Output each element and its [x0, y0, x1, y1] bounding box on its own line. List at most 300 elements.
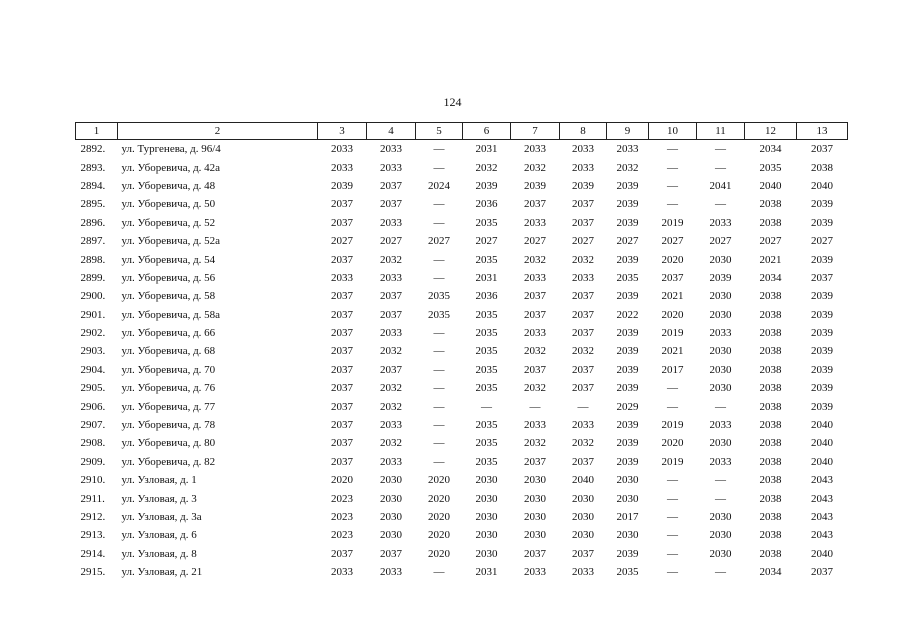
- year-cell: 2040: [811, 419, 833, 432]
- year-cell: —: [433, 400, 445, 413]
- year-cell: 2039: [811, 198, 833, 211]
- year-cell: 2037: [524, 198, 546, 211]
- year-cell: 2038: [811, 161, 833, 174]
- year-cell: 2037: [331, 363, 353, 376]
- address-cell: ул. Узловая, д. 21: [121, 566, 203, 579]
- year-cell: 2019: [661, 419, 684, 432]
- year-cell: 2030: [475, 492, 498, 505]
- year-cell: 2039: [616, 253, 639, 266]
- year-cell: 2031: [475, 566, 498, 579]
- address-cell: ул. Уборевича, д. 52а: [121, 235, 221, 248]
- year-cell: 2030: [524, 474, 546, 487]
- year-cell: 2021: [759, 253, 782, 266]
- year-cell: —: [715, 143, 726, 156]
- year-cell: 2032: [524, 437, 546, 450]
- year-cell: 2039: [811, 308, 833, 321]
- year-cell: 2033: [572, 271, 594, 284]
- year-cell: 2037: [331, 400, 353, 413]
- column-header-3: 3: [318, 123, 367, 140]
- year-cell: 2022: [616, 308, 639, 321]
- year-cell: 2031: [475, 143, 498, 156]
- year-cell: —: [433, 455, 445, 468]
- year-cell: 2040: [811, 547, 833, 560]
- table-row: [76, 140, 848, 159]
- year-cell: —: [433, 216, 445, 229]
- row-number: 2911.: [80, 492, 105, 505]
- year-cell: 2033: [380, 216, 402, 229]
- year-cell: —: [577, 400, 589, 413]
- year-cell: 2037: [572, 547, 594, 560]
- year-cell: —: [433, 566, 445, 579]
- year-cell: 2032: [524, 345, 546, 358]
- row-number: 2907.: [80, 419, 106, 432]
- year-cell: 2037: [331, 290, 353, 303]
- year-cell: 2021: [661, 345, 684, 358]
- year-cell: 2037: [572, 290, 594, 303]
- row-number: 2893.: [80, 161, 106, 174]
- year-cell: 2037: [811, 271, 833, 284]
- year-cell: 2030: [709, 382, 732, 395]
- year-cell: —: [715, 400, 726, 413]
- year-cell: —: [715, 161, 726, 174]
- year-cell: 2027: [616, 235, 639, 248]
- year-cell: 2030: [709, 290, 732, 303]
- year-cell: 2033: [524, 327, 546, 340]
- year-cell: 2037: [572, 198, 594, 211]
- year-cell: 2027: [380, 235, 402, 248]
- year-cell: 2039: [811, 382, 833, 395]
- year-cell: —: [433, 419, 445, 432]
- address-cell: ул. Узловая, д. 3а: [121, 511, 202, 523]
- year-cell: 2030: [524, 492, 546, 505]
- year-cell: 2032: [572, 253, 594, 266]
- year-cell: 2033: [331, 143, 353, 156]
- table-row: [76, 526, 848, 544]
- year-cell: —: [433, 382, 445, 395]
- year-cell: 2035: [475, 253, 498, 266]
- row-number: 2906.: [80, 400, 106, 413]
- year-cell: 2032: [616, 161, 639, 174]
- year-cell: 2019: [661, 216, 684, 229]
- year-cell: 2038: [759, 216, 782, 229]
- year-cell: 2035: [475, 455, 498, 468]
- column-header-8: 8: [560, 123, 607, 140]
- year-cell: 2033: [524, 566, 546, 579]
- address-cell: ул. Уборевича, д. 54: [121, 253, 216, 266]
- year-cell: 2037: [524, 455, 546, 468]
- year-cell: —: [433, 345, 445, 358]
- year-cell: 2038: [759, 547, 782, 560]
- year-cell: 2039: [331, 179, 353, 192]
- year-cell: 2020: [428, 474, 450, 487]
- year-cell: 2037: [380, 363, 402, 376]
- year-cell: 2037: [331, 308, 353, 321]
- year-cell: 2043: [811, 511, 833, 523]
- year-cell: 2021: [661, 290, 684, 303]
- year-cell: 2030: [572, 492, 594, 505]
- year-cell: —: [667, 529, 678, 542]
- year-cell: 2030: [616, 492, 639, 505]
- year-cell: 2030: [524, 529, 546, 542]
- page-number: 124: [443, 95, 462, 109]
- year-cell: 2038: [759, 419, 782, 432]
- year-cell: 2038: [759, 455, 782, 468]
- year-cell: —: [433, 363, 445, 376]
- year-cell: 2038: [759, 327, 782, 340]
- year-cell: 2032: [524, 253, 546, 266]
- year-cell: —: [667, 566, 678, 579]
- column-header-7: 7: [511, 123, 560, 140]
- year-cell: 2030: [572, 529, 594, 542]
- year-cell: 2037: [331, 419, 353, 432]
- year-cell: 2033: [331, 566, 353, 579]
- year-cell: 2020: [428, 547, 450, 560]
- year-cell: 2037: [331, 216, 353, 229]
- year-cell: 2038: [759, 382, 782, 395]
- row-number: 2898.: [80, 253, 106, 266]
- row-number: 2908.: [80, 437, 106, 450]
- table-row: [76, 269, 848, 287]
- year-cell: 2037: [331, 382, 353, 395]
- address-cell: ул. Уборевича, д. 48: [121, 179, 216, 192]
- year-cell: 2039: [616, 382, 639, 395]
- year-cell: 2031: [475, 271, 498, 284]
- year-cell: 2030: [709, 253, 732, 266]
- address-cell: ул. Уборевича, д. 78: [121, 419, 216, 432]
- year-cell: 2020: [661, 437, 684, 450]
- year-cell: 2043: [811, 529, 833, 542]
- year-cell: 2023: [331, 492, 353, 505]
- year-cell: 2038: [759, 363, 782, 376]
- year-cell: —: [433, 198, 445, 211]
- row-number: 2912.: [80, 511, 106, 523]
- year-cell: 2032: [524, 161, 546, 174]
- year-cell: 2038: [759, 474, 782, 487]
- year-cell: 2037: [524, 290, 546, 303]
- year-cell: 2035: [475, 327, 498, 340]
- year-cell: 2033: [572, 419, 594, 432]
- table-body: [76, 140, 848, 582]
- year-cell: 2030: [380, 511, 402, 523]
- row-number: 2914.: [80, 547, 106, 560]
- year-cell: —: [433, 327, 445, 340]
- year-cell: 2020: [661, 253, 684, 266]
- column-header-1: 1: [76, 123, 118, 140]
- year-cell: 2024: [428, 179, 450, 192]
- year-cell: 2037: [380, 308, 402, 321]
- row-number: 2904.: [80, 363, 106, 376]
- year-cell: —: [667, 511, 678, 523]
- table-row: [76, 453, 848, 471]
- year-cell: 2037: [380, 198, 402, 211]
- year-cell: 2019: [661, 327, 684, 340]
- year-cell: 2039: [811, 253, 833, 266]
- year-cell: 2039: [811, 345, 833, 358]
- year-cell: 2037: [572, 308, 594, 321]
- column-header-9: 9: [607, 123, 649, 140]
- year-cell: 2039: [475, 179, 498, 192]
- address-cell: ул. Узловая, д. 8: [121, 547, 197, 560]
- year-cell: 2030: [616, 529, 639, 542]
- year-cell: 2040: [811, 455, 833, 468]
- year-cell: 2038: [759, 492, 782, 505]
- year-cell: 2037: [811, 143, 833, 156]
- row-number: 2900.: [80, 290, 106, 303]
- year-cell: —: [667, 547, 678, 560]
- year-cell: 2033: [524, 216, 546, 229]
- row-number: 2915.: [80, 566, 106, 579]
- year-cell: 2039: [616, 290, 639, 303]
- year-cell: 2039: [616, 363, 639, 376]
- year-cell: 2038: [759, 529, 782, 542]
- year-cell: 2027: [661, 235, 684, 248]
- year-cell: 2027: [811, 235, 833, 248]
- address-cell: ул. Уборевича, д. 58а: [121, 308, 221, 321]
- year-cell: 2041: [709, 179, 732, 192]
- year-cell: 2030: [475, 547, 498, 560]
- row-number: 2910.: [80, 474, 106, 487]
- year-cell: —: [481, 400, 492, 413]
- year-cell: 2040: [572, 474, 594, 487]
- address-cell: ул. Уборевича, д. 58: [121, 290, 216, 303]
- year-cell: 2030: [380, 492, 402, 505]
- year-cell: 2033: [331, 271, 353, 284]
- address-cell: ул. Уборевича, д. 66: [121, 327, 216, 340]
- year-cell: 2037: [331, 345, 353, 358]
- table-row: [76, 397, 848, 415]
- year-cell: —: [433, 271, 445, 284]
- address-cell: ул. Уборевича, д. 68: [121, 345, 216, 358]
- year-cell: 2038: [759, 400, 782, 413]
- year-cell: 2032: [380, 345, 402, 358]
- column-header-6: 6: [463, 123, 511, 140]
- year-cell: 2033: [380, 419, 402, 432]
- row-number: 2896.: [80, 216, 106, 229]
- year-cell: 2037: [572, 382, 594, 395]
- address-cell: ул. Уборевича, д. 56: [121, 271, 216, 284]
- year-cell: 2039: [709, 271, 732, 284]
- table-row: [76, 287, 848, 305]
- year-cell: 2030: [475, 529, 498, 542]
- year-cell: 2037: [380, 547, 402, 560]
- year-cell: 2037: [524, 363, 546, 376]
- year-cell: 2020: [661, 308, 684, 321]
- year-cell: —: [433, 253, 445, 266]
- year-cell: 2030: [709, 529, 732, 542]
- year-cell: 2030: [475, 474, 498, 487]
- year-cell: 2038: [759, 308, 782, 321]
- year-cell: 2039: [811, 327, 833, 340]
- year-cell: 2035: [616, 271, 639, 284]
- year-cell: 2033: [709, 455, 732, 468]
- year-cell: 2036: [475, 290, 498, 303]
- year-cell: 2035: [428, 290, 450, 303]
- year-cell: 2037: [572, 363, 594, 376]
- table-row: [76, 214, 848, 232]
- year-cell: 2030: [709, 308, 732, 321]
- year-cell: 2035: [475, 308, 498, 321]
- year-cell: 2032: [380, 253, 402, 266]
- year-cell: 2034: [759, 143, 782, 156]
- year-cell: 2040: [759, 179, 782, 192]
- row-number: 2899.: [80, 271, 106, 284]
- table-row: [76, 489, 848, 507]
- year-cell: —: [667, 179, 678, 192]
- year-cell: 2017: [616, 511, 639, 523]
- year-cell: 2032: [475, 161, 498, 174]
- year-cell: 2037: [811, 566, 833, 579]
- year-cell: 2033: [524, 419, 546, 432]
- year-cell: 2033: [524, 271, 546, 284]
- table-row: [76, 434, 848, 452]
- year-cell: 2019: [661, 455, 684, 468]
- year-cell: 2030: [616, 474, 639, 487]
- table-row: [76, 416, 848, 434]
- year-cell: 2035: [428, 308, 450, 321]
- year-cell: 2020: [428, 511, 450, 523]
- year-cell: 2033: [380, 161, 402, 174]
- column-header-2: 2: [118, 123, 318, 140]
- address-cell: ул. Уборевича, д. 80: [121, 437, 216, 450]
- year-cell: 2033: [331, 161, 353, 174]
- year-cell: 2027: [759, 235, 782, 248]
- table-row: [76, 545, 848, 563]
- year-cell: 2038: [759, 437, 782, 450]
- year-cell: 2027: [524, 235, 546, 248]
- year-cell: 2039: [616, 547, 639, 560]
- row-number: 2892.: [80, 143, 106, 156]
- row-number: 2895.: [80, 198, 106, 211]
- year-cell: 2039: [811, 400, 833, 413]
- year-cell: 2033: [380, 327, 402, 340]
- year-cell: 2039: [811, 216, 833, 229]
- year-cell: 2039: [616, 455, 639, 468]
- year-cell: 2032: [380, 400, 402, 413]
- year-cell: 2033: [524, 143, 546, 156]
- year-cell: 2039: [811, 290, 833, 303]
- table-row: [76, 306, 848, 324]
- year-cell: 2033: [709, 419, 732, 432]
- year-cell: 2037: [331, 455, 353, 468]
- schedule-table-container: [75, 122, 847, 581]
- year-cell: 2037: [572, 327, 594, 340]
- year-cell: —: [667, 492, 678, 505]
- address-cell: ул. Тургенева, д. 96/4: [121, 143, 221, 156]
- year-cell: 2039: [616, 345, 639, 358]
- table-row: [76, 250, 848, 268]
- year-cell: 2023: [331, 511, 353, 523]
- year-cell: 2035: [475, 363, 498, 376]
- column-header-10: 10: [649, 123, 697, 140]
- year-cell: —: [715, 198, 726, 211]
- row-number: 2901.: [80, 308, 106, 321]
- table-row: [76, 158, 848, 176]
- year-cell: 2023: [331, 529, 353, 542]
- year-cell: 2030: [380, 474, 402, 487]
- year-cell: 2037: [331, 437, 353, 450]
- year-cell: 2039: [616, 419, 639, 432]
- year-cell: 2020: [331, 474, 353, 487]
- year-cell: 2037: [331, 547, 353, 560]
- year-cell: 2038: [759, 345, 782, 358]
- year-cell: 2033: [709, 216, 732, 229]
- address-cell: ул. Уборевича, д. 77: [121, 400, 216, 413]
- year-cell: —: [667, 161, 678, 174]
- row-number: 2913.: [80, 529, 106, 542]
- year-cell: 2037: [524, 547, 546, 560]
- year-cell: 2027: [572, 235, 594, 248]
- year-cell: 2029: [616, 400, 639, 413]
- year-cell: 2033: [380, 455, 402, 468]
- year-cell: 2037: [572, 455, 594, 468]
- year-cell: 2038: [759, 198, 782, 211]
- year-cell: 2017: [661, 363, 684, 376]
- year-cell: —: [433, 437, 445, 450]
- year-cell: 2038: [759, 290, 782, 303]
- address-cell: ул. Узловая, д. 6: [121, 529, 197, 542]
- year-cell: 2030: [709, 345, 732, 358]
- year-cell: 2037: [331, 253, 353, 266]
- year-cell: 2032: [380, 382, 402, 395]
- year-cell: 2032: [380, 437, 402, 450]
- address-cell: ул. Узловая, д. 3: [121, 492, 197, 505]
- address-cell: ул. Уборевича, д. 42а: [121, 161, 221, 174]
- column-header-4: 4: [367, 123, 416, 140]
- year-cell: 2035: [475, 419, 498, 432]
- year-cell: 2030: [475, 511, 498, 523]
- year-cell: 2033: [380, 271, 402, 284]
- address-cell: ул. Узловая, д. 1: [121, 474, 197, 487]
- year-cell: 2035: [475, 437, 498, 450]
- table-row: [76, 361, 848, 379]
- year-cell: —: [667, 400, 678, 413]
- year-cell: 2034: [759, 566, 782, 579]
- row-number: 2894.: [80, 179, 106, 192]
- year-cell: —: [667, 198, 678, 211]
- year-cell: 2033: [709, 327, 732, 340]
- year-cell: 2030: [709, 363, 732, 376]
- year-cell: —: [667, 382, 678, 395]
- column-header-12: 12: [745, 123, 797, 140]
- year-cell: 2037: [380, 290, 402, 303]
- year-cell: 2033: [572, 566, 594, 579]
- table-row: [76, 563, 848, 581]
- table-row: [76, 342, 848, 360]
- year-cell: 2039: [616, 327, 639, 340]
- column-header-13: 13: [797, 123, 848, 140]
- year-cell: 2039: [616, 179, 639, 192]
- year-cell: 2032: [524, 382, 546, 395]
- year-cell: —: [433, 143, 445, 156]
- year-cell: 2030: [524, 511, 546, 523]
- year-cell: 2033: [616, 143, 639, 156]
- year-cell: 2043: [811, 492, 833, 505]
- address-cell: ул. Уборевича, д. 52: [121, 216, 216, 229]
- year-cell: —: [715, 474, 726, 487]
- year-cell: 2037: [661, 271, 684, 284]
- year-cell: 2030: [709, 511, 732, 523]
- table-row: [76, 471, 848, 489]
- year-cell: 2039: [811, 363, 833, 376]
- row-number: 2909.: [80, 455, 106, 468]
- year-cell: —: [667, 143, 678, 156]
- table-row: [76, 379, 848, 397]
- schedule-table: [75, 122, 848, 581]
- year-cell: 2030: [572, 511, 594, 523]
- year-cell: —: [529, 400, 541, 413]
- year-cell: 2033: [572, 161, 594, 174]
- table-row: [76, 232, 848, 250]
